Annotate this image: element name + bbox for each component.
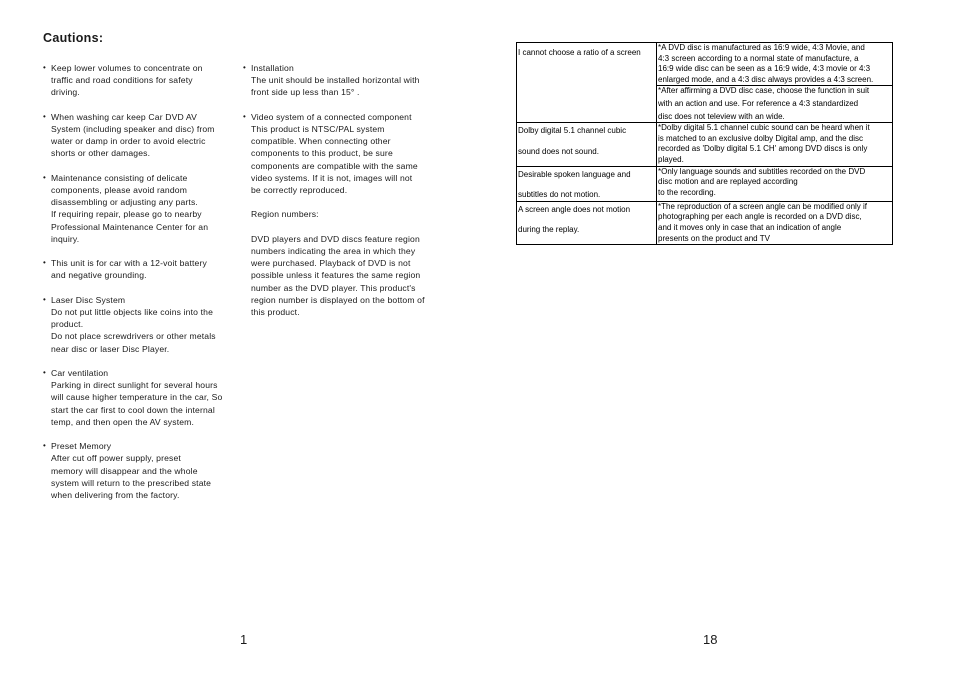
solution-text: disc motion and are replayed according — [658, 177, 798, 187]
problem-cell — [517, 123, 657, 166]
caution-text-line: disassembling or adjusting any parts. — [51, 197, 198, 208]
caution-text-line: numbers indicating the area in which they — [251, 246, 416, 256]
bullet-icon: • — [243, 111, 246, 121]
solution-text: with an action and use. For reference a 4:3 standardized — [658, 98, 859, 108]
solution-text: presents on the product and TV — [658, 233, 770, 243]
caution-text-line: be correctly reproduced. — [251, 185, 348, 196]
caution-text-line: Do not put little objects like coins into the — [51, 307, 213, 317]
caution-text-line: water or damp in order to avoid electric — [51, 136, 206, 147]
bullet-icon: • — [43, 368, 46, 377]
caution-text-line: Region numbers: — [251, 209, 319, 220]
problem-text: Desirable spoken language and — [518, 169, 631, 179]
problem-text: subtitles do not motion. — [518, 190, 601, 200]
solution-cell — [657, 43, 893, 86]
caution-item — [43, 440, 248, 501]
caution-text-line: Car ventilation — [51, 368, 109, 378]
problem-text: sound does not sound. — [518, 146, 599, 156]
caution-text-line: were purchased. Playback of DVD is not — [251, 258, 411, 269]
caution-paragraph — [243, 233, 453, 318]
caution-text-line: shorts or other damages. — [51, 148, 151, 159]
caution-paragraph — [243, 208, 453, 220]
solution-text: and it moves only in case that an indication of angle — [658, 222, 842, 232]
bullet-icon: • — [43, 172, 46, 182]
bullet-icon: • — [43, 294, 46, 304]
solution-text: played. — [658, 154, 684, 164]
solution-text: is matched to an exclusive dolby Digital amp, and the disc — [658, 133, 863, 143]
caution-item — [43, 111, 248, 160]
caution-text-line: temp, and then open the AV system. — [51, 416, 195, 427]
caution-text-line: DVD players and DVD discs feature region — [251, 233, 420, 244]
caution-text-line: This product is NTSC/PAL system — [251, 124, 385, 134]
caution-item — [43, 367, 248, 428]
caution-item — [43, 257, 248, 281]
caution-text-line: Preset Memory — [51, 441, 112, 452]
caution-text-line: number as the DVD player. This product's — [251, 282, 416, 293]
table-row — [517, 166, 893, 201]
solution-text: *A DVD disc is manufactured as 16:9 wide, 4:3 Movie, and — [658, 43, 865, 52]
caution-text-line: video systems. If it is not, images will not — [251, 172, 413, 183]
page-number-right: 18 — [703, 632, 718, 647]
caution-text-line: inquiry. — [51, 233, 80, 244]
caution-text-line: The unit should be installed horizontal with — [251, 75, 420, 86]
caution-text-line: region number is displayed on the bottom of — [251, 294, 425, 305]
caution-item — [43, 172, 248, 245]
caution-text-line: System (including speaker and disc) from — [51, 124, 215, 134]
bullet-icon: • — [43, 441, 46, 451]
caution-text-line: traffic and road conditions for safety — [51, 75, 193, 86]
solution-text: *Dolby digital 5.1 channel cubic sound can be heard when it — [658, 123, 870, 133]
caution-item — [43, 62, 248, 99]
caution-item — [43, 294, 248, 355]
solution-text: 4:3 screen according to a normal state of manufacture, a — [658, 53, 859, 63]
caution-text-line: possible unless it features the same region — [251, 270, 421, 281]
caution-text-line: when delivering from the factory. — [51, 490, 180, 501]
cautions-column-2 — [243, 62, 453, 330]
caution-text-line: After cut off power supply, preset — [51, 453, 181, 464]
caution-text-line: start the car first to cool down the internal — [51, 404, 215, 415]
caution-text-line: Laser Disc System — [51, 294, 126, 305]
solution-text: disc does not teleview with an wide. — [658, 111, 785, 121]
caution-text-line: system will return to the prescribed state — [51, 477, 212, 488]
solution-text: *The reproduction of a screen angle can be modified only if — [658, 201, 868, 211]
caution-text-line: Keep lower volumes to concentrate on — [51, 63, 203, 73]
solution-text: to the recording. — [658, 187, 716, 197]
caution-text-line: When washing car keep Car DVD AV — [51, 111, 198, 122]
caution-item — [243, 111, 453, 196]
caution-text-line: memory will disappear and the whole — [51, 465, 198, 476]
caution-text-line: and negative grounding. — [51, 270, 147, 281]
table-row — [517, 123, 893, 166]
solution-text: enlarged mode, and a 4:3 disc always provides a 4:3 screen. — [658, 74, 874, 84]
caution-text-line: Video system of a connected component — [251, 111, 412, 122]
problem-text: Dolby digital 5.1 channel cubic — [518, 126, 627, 136]
caution-text-line: product. — [51, 319, 84, 330]
page-number-left: 1 — [240, 632, 248, 647]
caution-text-line: near disc or laser Disc Player. — [51, 343, 170, 354]
caution-text-line: components to this product, be sure — [251, 148, 393, 159]
solution-cell — [657, 201, 893, 244]
caution-text-line: driving. — [51, 87, 80, 98]
problem-text: A screen angle does not motion — [518, 204, 631, 214]
caution-text-line: This unit is for car with a 12-voit battery — [51, 258, 207, 269]
caution-text-line: components are compatible with the same — [251, 160, 418, 171]
bullet-icon: • — [43, 111, 46, 121]
problem-text: during the replay. — [518, 225, 580, 235]
cautions-column-1 — [43, 62, 248, 513]
caution-text-line: compatible. When connecting other — [251, 136, 391, 147]
table-row — [517, 43, 893, 86]
problem-cell — [517, 201, 657, 244]
caution-text-line: components, please avoid random — [51, 185, 188, 195]
bullet-icon: • — [43, 258, 46, 268]
caution-text-line: will cause higher temperature in the car, So — [51, 392, 223, 403]
table-row — [517, 201, 893, 244]
page-title: Cautions: — [43, 31, 104, 45]
troubleshooting-table — [516, 42, 893, 245]
caution-text-line: Maintenance consisting of delicate — [51, 172, 188, 183]
problem-cell — [517, 166, 657, 201]
caution-text-line: front side up less than 15° . — [251, 87, 360, 98]
solution-text: *Only language sounds and subtitles recorded on the DVD — [658, 166, 866, 176]
problem-cell — [517, 43, 657, 123]
caution-text-line: If requiring repair, please go to nearby — [51, 209, 202, 220]
caution-item — [243, 62, 453, 99]
caution-text-line: Parking in direct sunlight for several hours — [51, 380, 218, 391]
solution-cell — [657, 86, 893, 123]
problem-text: I cannot choose a ratio of a screen — [518, 48, 641, 57]
solution-cell — [657, 166, 893, 201]
solution-text: photographing per each angle is recorded on a DVD disc, — [658, 212, 862, 222]
solution-text: *After affirming a DVD disc case, choose the function in suit — [658, 86, 870, 96]
solution-text: 16:9 wide disc can be seen as a 16:9 wide, 4:3 movie or 4:3 — [658, 64, 871, 74]
caution-text-line: Do not place screwdrivers or other metals — [51, 331, 216, 342]
caution-text-line: this product. — [251, 307, 300, 318]
bullet-icon: • — [243, 63, 246, 72]
solution-cell — [657, 123, 893, 166]
solution-text: recorded as 'Dolby digital 5.1 CH' among DVD discs is only — [658, 144, 868, 154]
bullet-icon: • — [43, 63, 46, 72]
caution-text-line: Professional Maintenance Center for an — [51, 221, 209, 232]
caution-text-line: Installation — [251, 63, 294, 73]
